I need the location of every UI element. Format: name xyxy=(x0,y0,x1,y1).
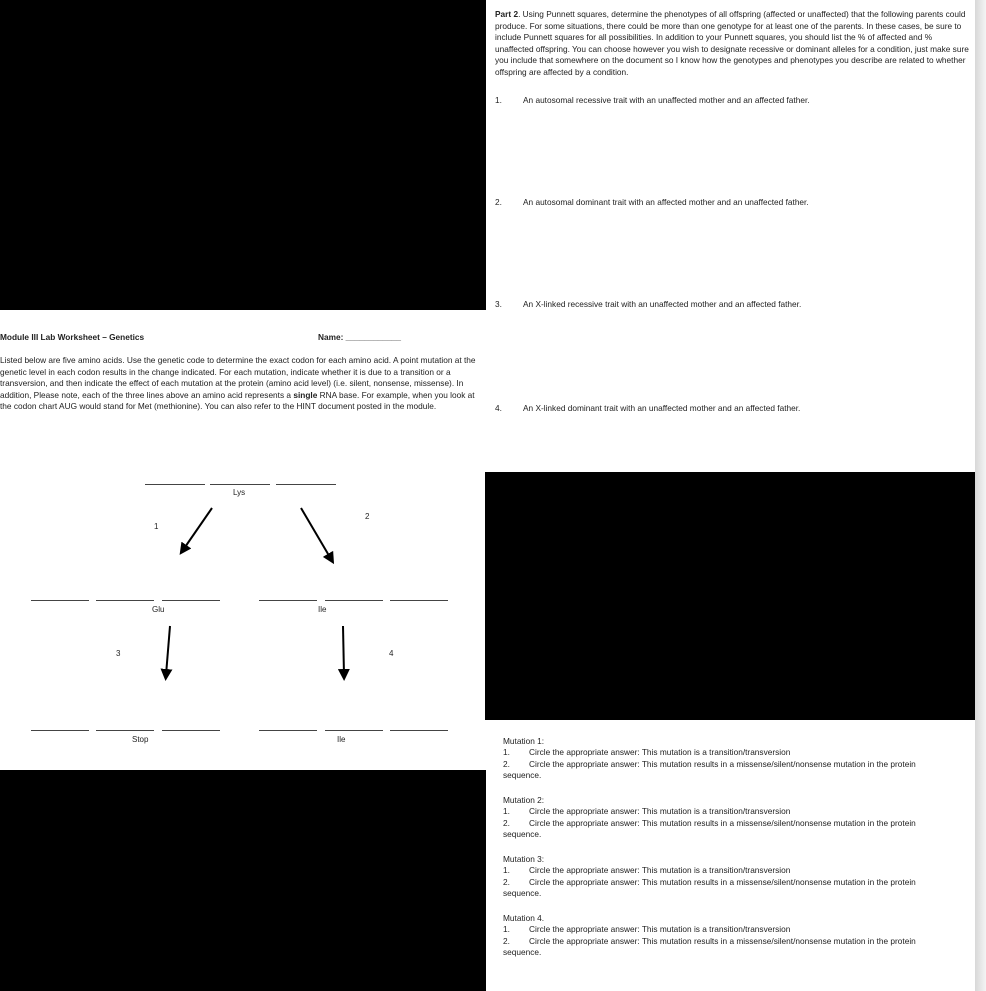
mutation-block: Mutation 2: 1. Circle the appropriate answer: This mutation is a transition/transversion 2. Circle the appropriate answer: This mutation results in a missense/silent/nonsense mutation in the protein sequence. xyxy=(503,795,916,840)
arrow-2 xyxy=(301,508,331,559)
arrow-3 xyxy=(166,626,170,675)
part2-item: 1. An autosomal recessive trait with an unaffected mother and an affected father. xyxy=(495,95,810,105)
mutation-number: 1 xyxy=(154,522,159,531)
arrow-1 xyxy=(183,508,212,550)
mutation-number: 4 xyxy=(389,649,394,658)
worksheet-title: Module III Lab Worksheet – Genetics xyxy=(0,332,145,342)
mutation-block: Mutation 4. 1. Circle the appropriate answer: This mutation is a transition/transversion 2. Circle the appropriate answer: This mutation results in a missense/silent/nonsense mutation in the protein sequence. xyxy=(503,913,916,958)
amino-acid-lys: Lys xyxy=(233,488,246,497)
arrow-4 xyxy=(343,626,344,675)
mutation-number: 3 xyxy=(116,649,121,658)
part2-instructions: Part 2. Using Punnett squares, determine the phenotypes of all offspring (affected or unaffected) that the following parents could produce. For some situations, there could be more than one genotype for at least one of the parents. In these cases, be sure to include Punnett squares for all possibilities. In addition to your Punnett squares, you should list the % of affected and % unaffected offspring. You can choose however you wish to designate recessive or dominant alleles for a condition, just make sure you include that somewhere on the document so I know how the genotypes and phenotypes you describe are related to whether offspring are affected by a condition. xyxy=(495,9,969,77)
part2-item: 3. An X-linked recessive trait with an unaffected mother and an affected father. xyxy=(495,299,802,309)
name-field-label: Name: ____________ xyxy=(318,332,402,342)
mutation-block: Mutation 1: 1. Circle the appropriate answer: This mutation is a transition/transversion 2. Circle the appropriate answer: This mutation results in a missense/silent/nonsense mutation in the protein sequence. xyxy=(503,736,916,781)
part2-item: 2. An autosomal dominant trait with an affected mother and an unaffected father. xyxy=(495,197,809,207)
mutation-block: Mutation 3: 1. Circle the appropriate answer: This mutation is a transition/transversion 2. Circle the appropriate answer: This mutation results in a missense/silent/nonsense mutation in the protein sequence. xyxy=(503,854,916,899)
amino-acid-ile: Ile xyxy=(337,735,346,744)
worksheet-instructions: Listed below are five amino acids. Use the genetic code to determine the exact codon for each amino acid. A point mutation at the genetic level in each codon results in the change indicated. For each mutation, indicate whether it is due to a transition or a transversion, and then indicate the effect of each mutation at the protein (amino acid level) (i.e. silent, nonsense, missense). In addition, Please note, each of the three lines above an amino acid represents a single RNA base. For example, when you look at the codon chart AUG would stand for Met (methionine). You can also refer to the HINT document posted in the module. xyxy=(0,355,476,412)
amino-acid-ile: Ile xyxy=(318,605,327,614)
part2-item: 4. An X-linked dominant trait with an unaffected mother and an affected father. xyxy=(495,403,801,413)
amino-acid-glu: Glu xyxy=(152,605,165,614)
amino-acid-stop: Stop xyxy=(132,735,149,744)
mutation-number: 2 xyxy=(365,512,370,521)
